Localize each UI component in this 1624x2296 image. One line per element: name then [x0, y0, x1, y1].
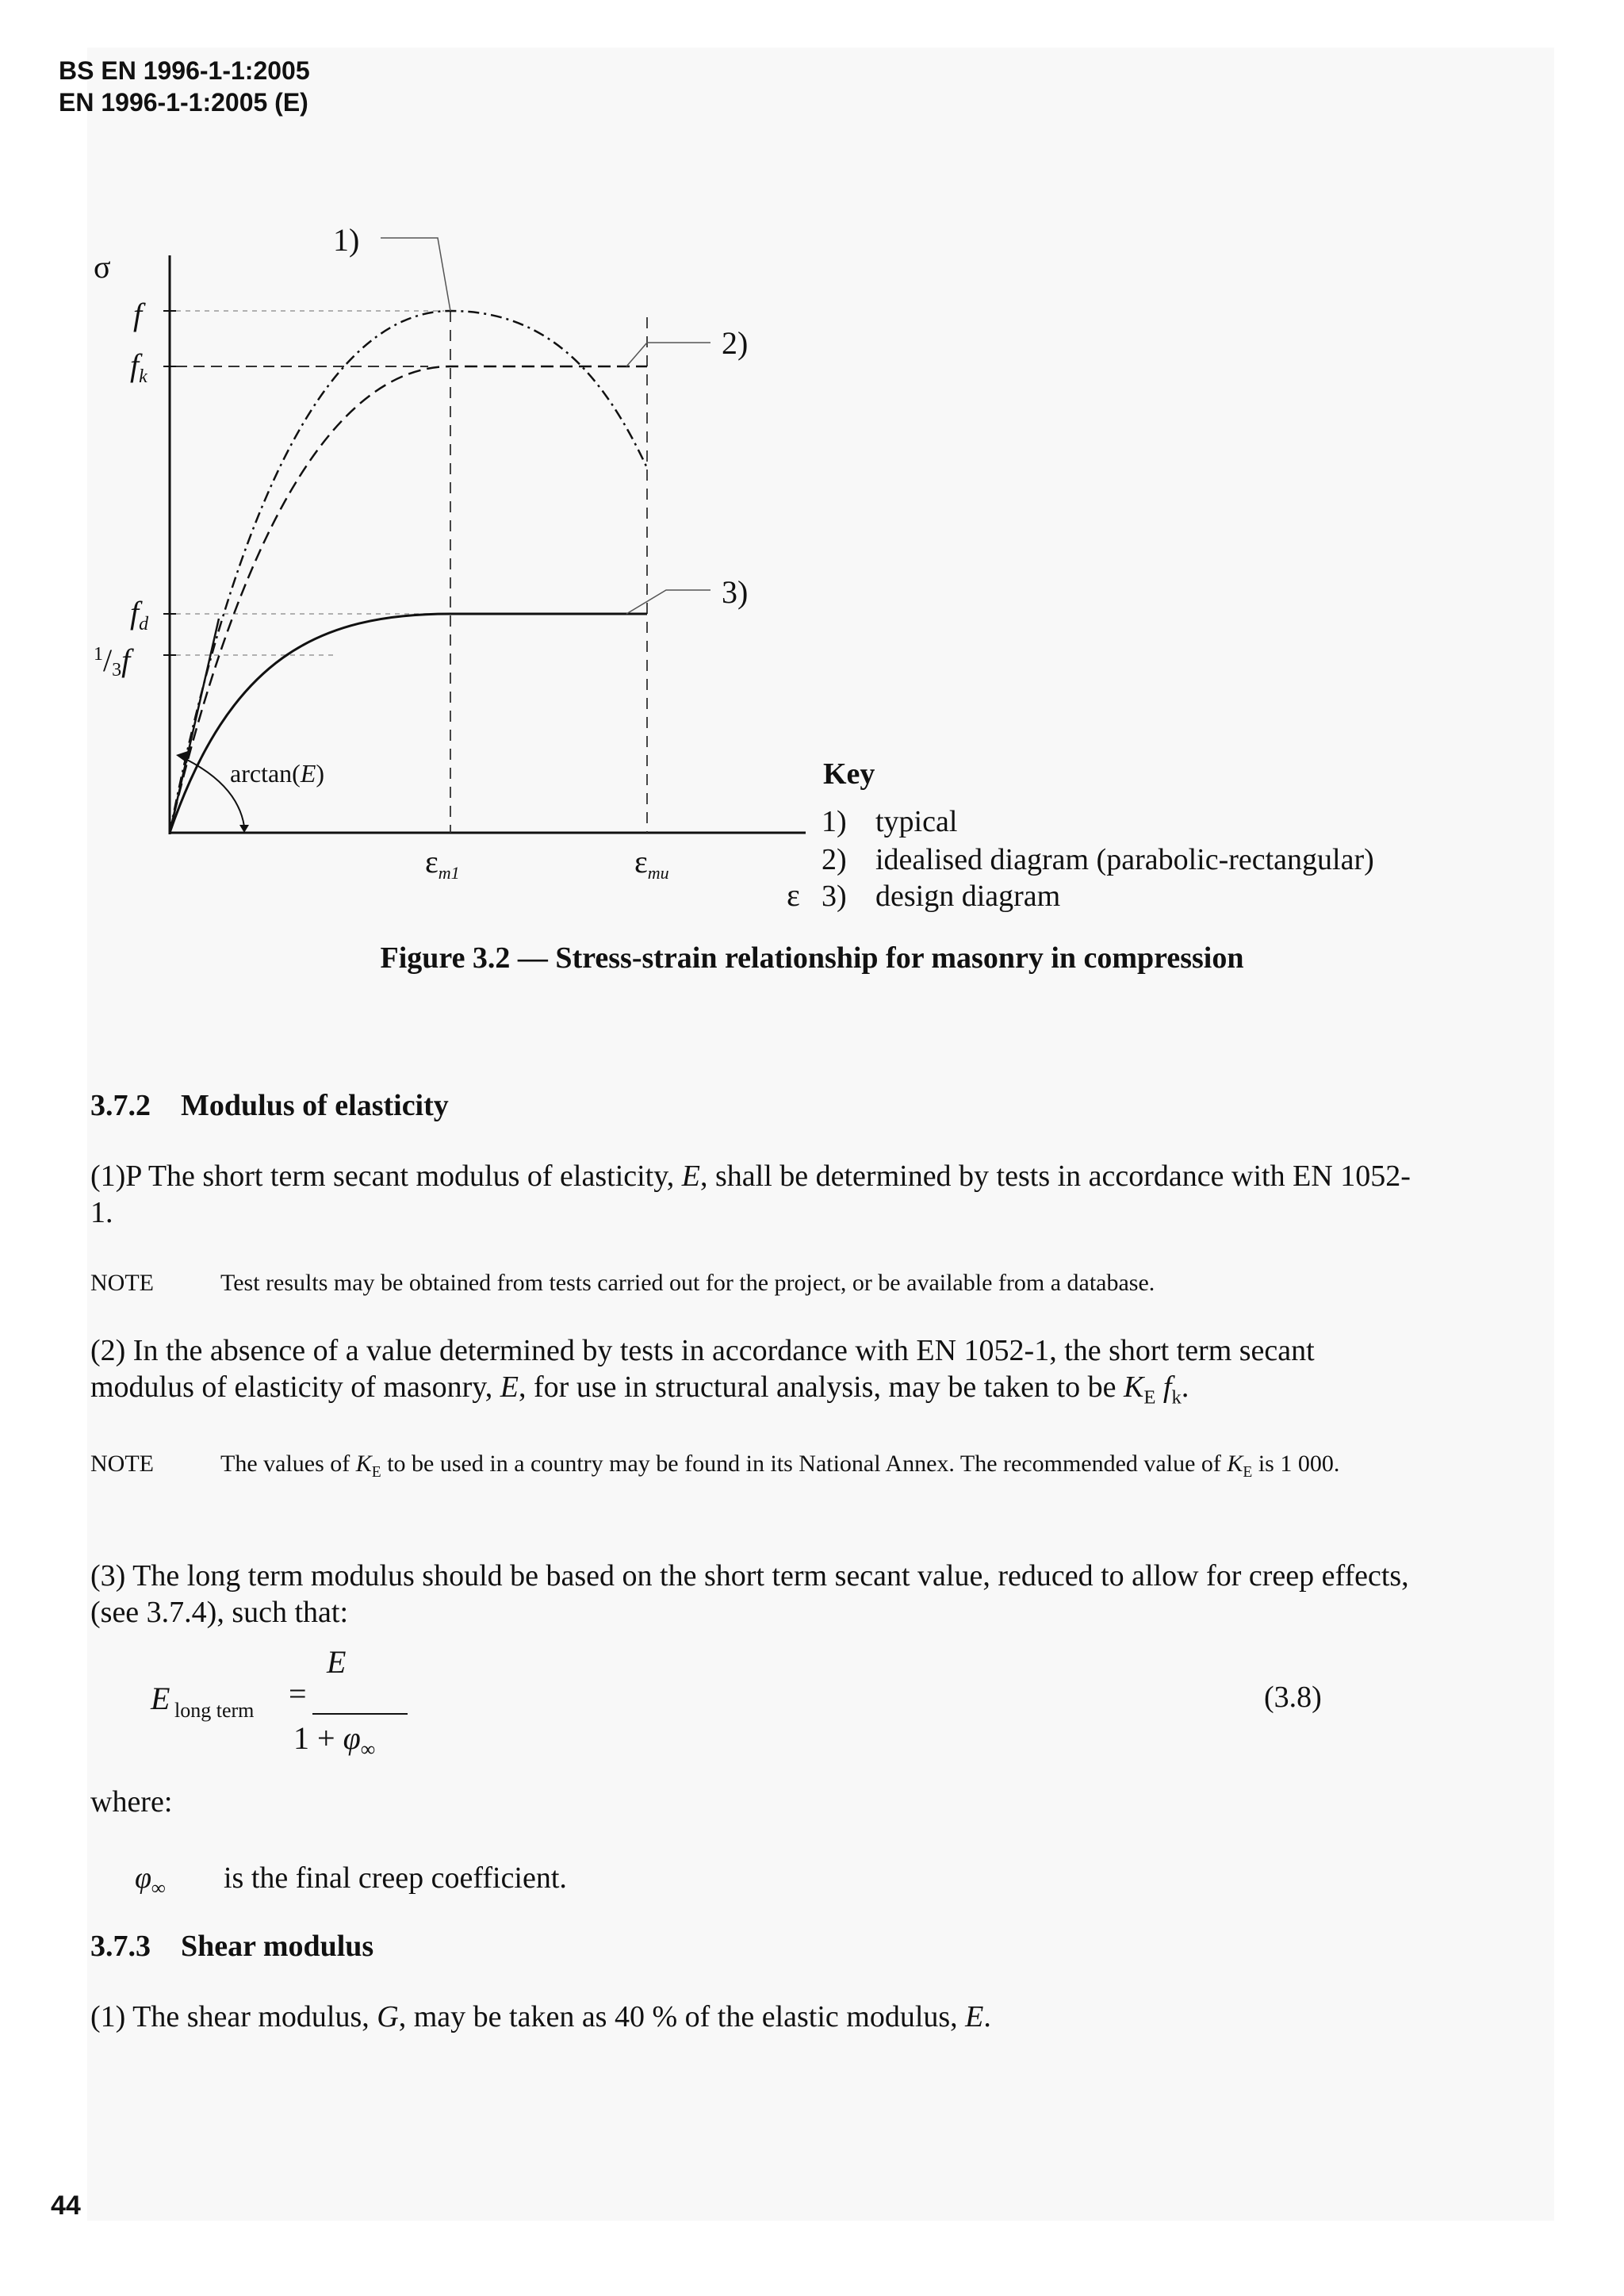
svg-text:εmu: [634, 844, 669, 883]
where-label: where:: [90, 1785, 173, 1819]
arctan-text: arctan(: [230, 759, 301, 788]
svg-text:εm1: [425, 844, 460, 883]
svg-text:1/3f: [94, 642, 134, 680]
arctan-close: ): [316, 759, 325, 788]
key-item: 3) design diagram: [822, 880, 1061, 913]
initial-tangent: [170, 619, 219, 833]
design-curve: [170, 614, 647, 833]
third-f: f: [121, 642, 131, 678]
note-2: NOTE The values of $K_E$ to be used in a country may be found in its National Annex. The recommended value of $K_E$ is 1 000.: [90, 1451, 1340, 1481]
paragraph-4: (1) The shear modulus, G, may be taken as 40 % of the elastic modulus, E.: [90, 2000, 991, 2033]
key-item: 1) typical: [822, 805, 958, 838]
epsilon-axis-label: ε: [787, 877, 800, 913]
callout-2-leader: [626, 343, 710, 366]
callout-3: 3): [722, 574, 749, 610]
em1-sub: m1: [438, 863, 460, 883]
third-num: 3: [112, 660, 122, 680]
callout-3-leader: [626, 590, 710, 614]
callout-1: 1): [333, 222, 360, 258]
callout-2: 2): [722, 325, 749, 361]
standard-reference-line1: BS EN 1996-1-1:2005: [59, 56, 310, 85]
key-item: 2) idealised diagram (parabolic-rectangular): [822, 843, 1374, 876]
em1-label: ε: [425, 844, 439, 880]
arctan-E: E: [300, 759, 316, 788]
definition-phi: $\varphi_\infty$ is the final creep coefficient.: [135, 1861, 567, 1899]
paragraph-2: (2) In the absence of a value determined by tests in accordance with EN 1052-1, the short term secant modulus of elasticity of masonry, E, for use in structural analysis, may be taken to be $K_E$ $f_k$.: [90, 1334, 1315, 1409]
svg-text:fd: [130, 595, 149, 634]
key-title: Key: [823, 757, 875, 791]
standard-reference-line2: EN 1996-1-1:2005 (E): [59, 88, 308, 117]
figure-caption: Figure 3.2 — Stress-strain relationship for masonry in compression: [380, 941, 1244, 975]
third-pre: 1: [94, 644, 103, 665]
sigma-label: σ: [94, 249, 111, 285]
f-label: f: [133, 297, 143, 332]
section-heading-3-7-3: 3.7.3 Shear modulus: [90, 1930, 374, 1963]
fk-sub: k: [139, 366, 147, 387]
callout-1-leader: [381, 238, 450, 311]
paragraph-1p: (1)P The short term secant modulus of elasticity, E, shall be determined by tests in accordance with EN 1052-1.: [90, 1159, 1411, 1229]
svg-text:arctan(E): [230, 759, 324, 788]
third-slash: /: [103, 642, 113, 678]
svg-text:fk: [130, 347, 147, 387]
paragraph-3: (3) The long term modulus should be based on the short term secant value, reduced to allow for creep effects, (see 3.7.4), such that:: [90, 1559, 1409, 1629]
equation-number: (3.8): [1264, 1681, 1322, 1714]
typical-curve: [170, 311, 647, 833]
equation-3-8: E long term = E $1 + \varphi_\infty$: [151, 1654, 412, 1757]
fd-label: f: [130, 595, 140, 631]
section-heading-3-7-2: 3.7.2 Modulus of elasticity: [90, 1089, 449, 1122]
fd-sub: d: [139, 614, 149, 634]
fk-label: f: [130, 347, 140, 383]
emu-label: ε: [634, 844, 648, 880]
page-number: 44: [51, 2191, 81, 2221]
emu-sub: mu: [647, 863, 669, 883]
note-1: NOTE Test results may be obtained from tests carried out for the project, or be available from a database.: [90, 1270, 1155, 1296]
